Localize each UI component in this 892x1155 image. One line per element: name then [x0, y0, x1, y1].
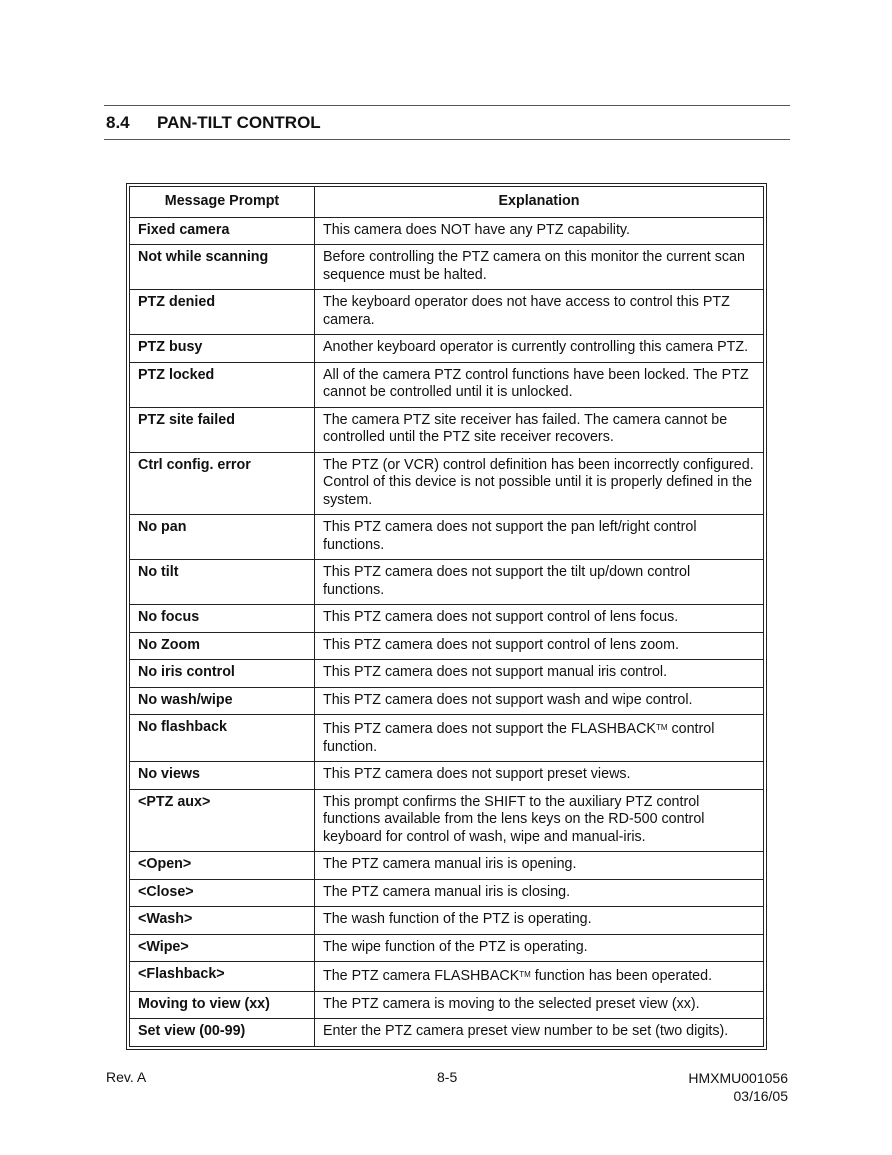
table-row [130, 762, 764, 790]
table-row [130, 660, 764, 688]
table-row [130, 962, 764, 992]
message-prompt-cell: Fixed camera [130, 217, 315, 245]
table-row [130, 687, 764, 715]
table-row [130, 605, 764, 633]
table-row [130, 789, 764, 852]
message-prompt-cell: PTZ busy [130, 335, 315, 363]
message-prompt-cell: No pan [130, 515, 315, 560]
message-prompt-cell: PTZ site failed [130, 407, 315, 452]
explanation-cell: This PTZ camera does not support the FLASHBACK™ control function. [315, 715, 764, 762]
explanation-cell: This camera does NOT have any PTZ capability. [315, 217, 764, 245]
message-prompt-cell: No focus [130, 605, 315, 633]
message-prompt-cell: No wash/wipe [130, 687, 315, 715]
explanation-cell: The PTZ camera FLASHBACK™ function has been operated. [315, 962, 764, 992]
explanation-cell: The PTZ camera manual iris is closing. [315, 879, 764, 907]
explanation-cell: This PTZ camera does not support manual iris control. [315, 660, 764, 688]
explanation-cell: The keyboard operator does not have access to control this PTZ camera. [315, 290, 764, 335]
message-prompt-table [129, 186, 764, 1047]
table-row [130, 217, 764, 245]
section-title: PAN-TILT CONTROL [157, 113, 321, 132]
table-row [130, 852, 764, 880]
table-row [130, 245, 764, 290]
heading-divider [104, 139, 790, 140]
explanation-cell: The PTZ camera is moving to the selected preset view (xx). [315, 991, 764, 1019]
explanation-cell: Enter the PTZ camera preset view number to be set (two digits). [315, 1019, 764, 1047]
trademark-mark: TM [655, 723, 668, 732]
message-prompt-cell: No iris control [130, 660, 315, 688]
table-row [130, 560, 764, 605]
explanation-cell: This PTZ camera does not support preset views. [315, 762, 764, 790]
explanation-cell: The PTZ camera manual iris is opening. [315, 852, 764, 880]
table-row [130, 515, 764, 560]
explanation-cell: The PTZ (or VCR) control definition has been incorrectly configured. Control of this device is not possible until it is properly defined in the system. [315, 452, 764, 515]
message-prompt-cell: PTZ denied [130, 290, 315, 335]
message-prompt-cell: Set view (00-99) [130, 1019, 315, 1047]
explanation-cell: This prompt confirms the SHIFT to the auxiliary PTZ control functions available from the lens keys on the RD-500 control keyboard for control of wash, wipe and manual-iris. [315, 789, 764, 852]
explanation-cell: All of the camera PTZ control functions have been locked. The PTZ cannot be controlled until it is unlocked. [315, 362, 764, 407]
explanation-cell: This PTZ camera does not support wash and wipe control. [315, 687, 764, 715]
trademark-mark: TM [519, 970, 531, 979]
message-prompt-cell: Moving to view (xx) [130, 991, 315, 1019]
message-prompt-cell: <Flashback> [130, 962, 315, 992]
message-prompt-table-frame [126, 183, 767, 1050]
explanation-cell: The camera PTZ site receiver has failed. The camera cannot be controlled until the PTZ site receiver recovers. [315, 407, 764, 452]
section-heading [106, 113, 321, 133]
message-prompt-cell: <Open> [130, 852, 315, 880]
message-prompt-cell: No flashback [130, 715, 315, 762]
table-row [130, 879, 764, 907]
message-prompt-cell: No tilt [130, 560, 315, 605]
table-row [130, 991, 764, 1019]
message-prompt-cell: Ctrl config. error [130, 452, 315, 515]
top-divider [104, 105, 790, 106]
column-header-explanation: Explanation [315, 187, 764, 218]
explanation-cell: The wash function of the PTZ is operating. [315, 907, 764, 935]
message-prompt-cell: <PTZ aux> [130, 789, 315, 852]
table-row [130, 934, 764, 962]
table-row [130, 1019, 764, 1047]
message-prompt-cell: PTZ locked [130, 362, 315, 407]
explanation-cell: This PTZ camera does not support the pan left/right control functions. [315, 515, 764, 560]
footer-revision: Rev. A [106, 1069, 147, 1085]
explanation-cell: Another keyboard operator is currently controlling this camera PTZ. [315, 335, 764, 363]
message-prompt-cell: Not while scanning [130, 245, 315, 290]
message-prompt-cell: <Close> [130, 879, 315, 907]
table-row [130, 407, 764, 452]
table-row [130, 715, 764, 762]
explanation-cell: This PTZ camera does not support the tilt up/down control functions. [315, 560, 764, 605]
message-prompt-cell: No views [130, 762, 315, 790]
section-number: 8.4 [106, 113, 130, 132]
footer-page-number: 8-5 [437, 1069, 458, 1085]
message-prompt-cell: <Wipe> [130, 934, 315, 962]
table-header-row [130, 187, 764, 218]
footer-doc-number: HMXMU001056 [688, 1070, 788, 1086]
message-prompt-cell: <Wash> [130, 907, 315, 935]
explanation-cell: This PTZ camera does not support control of lens focus. [315, 605, 764, 633]
table-body [130, 217, 764, 1046]
table-row [130, 335, 764, 363]
footer-document-info [688, 1069, 788, 1105]
explanation-cell: This PTZ camera does not support control of lens zoom. [315, 632, 764, 660]
explanation-cell: The wipe function of the PTZ is operating. [315, 934, 764, 962]
footer-date: 03/16/05 [733, 1088, 788, 1104]
column-header-message-prompt: Message Prompt [130, 187, 315, 218]
table-row [130, 290, 764, 335]
table-row [130, 907, 764, 935]
table-row [130, 362, 764, 407]
message-prompt-cell: No Zoom [130, 632, 315, 660]
table-row [130, 632, 764, 660]
table-row [130, 452, 764, 515]
explanation-cell: Before controlling the PTZ camera on this monitor the current scan sequence must be halted. [315, 245, 764, 290]
